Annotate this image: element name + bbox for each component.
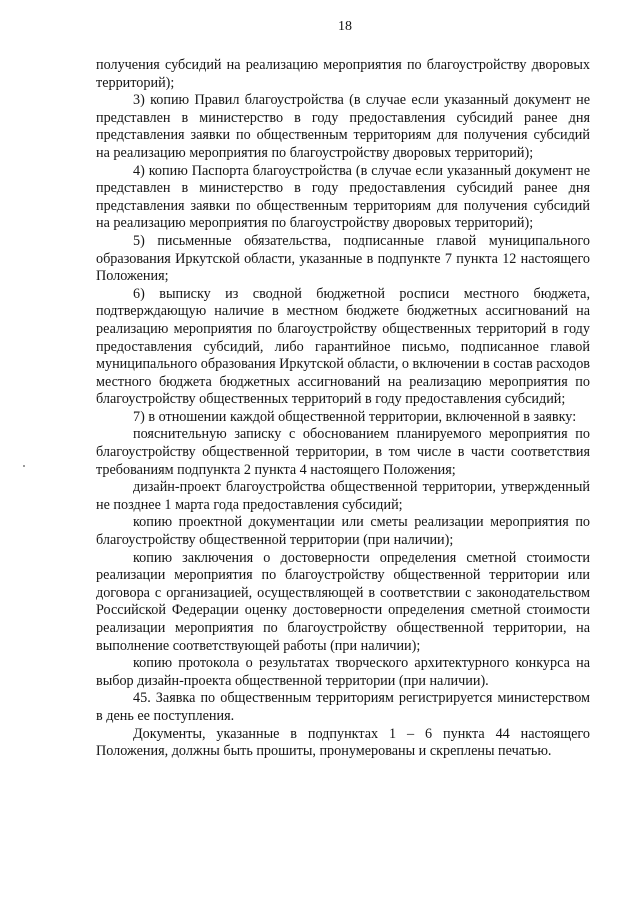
paragraph-item-7: 7) в отношении каждой общественной территории, включенной в заявку: bbox=[133, 408, 577, 425]
paragraph-item-6: 6) выписку из сводной бюджетной росписи местного бюджета, подтверждающую наличие в местном бюджете бюджетных ассигнований на реализацию мероприятия по благоустройству общественных территорий в году предоставления субсидий, либо гарантийное письмо, подписанное главой муниципального образования Иркутской области, о включении в состав расходов местного бюджета бюджетных ассигнований на реализацию мероприятия по благоустройству общественных территорий в году предоставления субсидий; bbox=[96, 285, 590, 408]
paragraph-item-5: 5) письменные обязательства, подписанные главой муниципального образования Иркутской области, указанные в подпункте 7 пункта 12 настоящего Положения; bbox=[96, 232, 590, 285]
margin-mark bbox=[23, 465, 25, 467]
paragraph-project-docs: копию проектной документации или сметы реализации мероприятия по благоустройству общественной территории (при наличии); bbox=[96, 514, 590, 549]
page-number: 18 bbox=[338, 19, 352, 34]
paragraph-documents: Документы, указанные в подпунктах 1 – 6 пункта 44 настоящего Положения, должны быть прошиты, пронумерованы и скреплены печатью. bbox=[96, 725, 590, 760]
paragraph-design-project: дизайн-проект благоустройства общественной территории, утвержденный не позднее 1 марта года предоставления субсидий; bbox=[96, 479, 590, 513]
paragraph-item-4: 4) копию Паспорта благоустройства (в случае если указанный документ не представлен в министерство в году предоставления субсидий ранее дня представления заявки по общественным территориям для получения субсидий на реализацию мероприятия по благоустройству дворовых территорий); bbox=[96, 162, 590, 232]
paragraph-contest-protocol: копию протокола о результатах творческого архитектурного конкурса на выбор дизайн-проекта общественной территории (при наличии). bbox=[96, 655, 590, 689]
paragraph-clause-45: 45. Заявка по общественным территориям регистрируется министерством в день ее поступления. bbox=[96, 690, 590, 724]
document-page bbox=[96, 18, 590, 761]
paragraph-explanatory-note: пояснительную записку с обоснованием планируемого мероприятия по благоустройству общественной территории, в том числе в части соответствия требованиям подпункта 2 пункта 4 настоящего Положения; bbox=[96, 426, 590, 478]
paragraph-estimate-conclusion: копию заключения о достоверности определения сметной стоимости реализации мероприятия по благоустройству общественной территории или договора с организацией, осуществляющей в соответствии с законодательством Российской Федерации оценку достоверности определения сметной стоимости реализации мероприятия по благоустройству общественной территории, на выполнение соответствующей работы (при наличии); bbox=[96, 549, 590, 654]
paragraph-item-3: 3) копию Правил благоустройства (в случае если указанный документ не представлен в министерство в году предоставления субсидий ранее дня представления заявки по общественным территориям для получения субсидий на реализацию мероприятия по благоустройству дворовых территорий); bbox=[96, 92, 590, 161]
paragraph-1: получения субсидий на реализацию мероприятия по благоустройству дворовых территорий); bbox=[96, 57, 590, 91]
